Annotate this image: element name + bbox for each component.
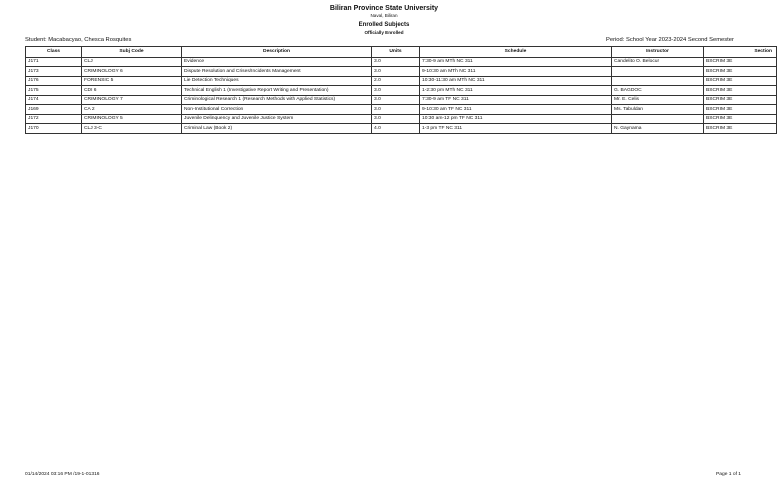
cell-class: J172 (26, 114, 82, 124)
page-number: Page 1 of 1 (716, 472, 742, 477)
table-row (26, 57, 777, 67)
cell-schedule: 10:30-11:30 am MTh NC 311 (420, 76, 612, 86)
cell-schedule: 10:30 am-12 pm TF NC 311 (420, 114, 612, 124)
cell-schedule: 7:30-9 am MTh NC 311 (420, 57, 612, 67)
cell-class: J175 (26, 86, 82, 96)
cell-section: BSCRIM 3E (704, 124, 777, 134)
cell-subj-code: CRIMINOLOGY 5 (82, 114, 182, 124)
cell-description: Juvenile Delinquency and Juvenile Justice System (182, 114, 372, 124)
cell-description: Lie Detection Techniques (182, 76, 372, 86)
cell-class: J170 (26, 124, 82, 134)
cell-subj-code: CLJ (82, 57, 182, 67)
cell-subj-code: CDI 6 (82, 86, 182, 96)
cell-description: Evidence (182, 57, 372, 67)
cell-units: 3.0 (372, 86, 420, 96)
col-header-schedule: Schedule (420, 47, 612, 58)
col-header-instructor: Instructor (612, 47, 704, 58)
table-row (26, 86, 777, 96)
cell-instructor (612, 67, 704, 77)
cell-section: BSCRIM 3E (704, 95, 777, 105)
cell-schedule: 9-10:30 am MTh NC 311 (420, 67, 612, 77)
cell-section: BSCRIM 3E (704, 105, 777, 115)
table-row (26, 76, 777, 86)
cell-instructor: Ms. Tabuldan (612, 105, 704, 115)
col-header-subj-code: Subj Code (82, 47, 182, 58)
cell-subj-code: CRIMINOLOGY 6 (82, 67, 182, 77)
cell-instructor: Mr. E. Celis (612, 95, 704, 105)
table-header-row (26, 47, 777, 58)
cell-units: 3.0 (372, 95, 420, 105)
document-title: Enrolled Subjects (358, 22, 410, 28)
cell-subj-code: FORENSIC 5 (82, 76, 182, 86)
document-subtitle: Officially Enrolled (364, 30, 404, 35)
cell-description: Dispute Resolution and Crises/Incidents Management (182, 67, 372, 77)
col-header-class: Class (26, 47, 82, 58)
cell-units: 3.0 (372, 67, 420, 77)
cell-class: J173 (26, 67, 82, 77)
enrolled-subjects-table (25, 46, 777, 134)
table-row (26, 105, 777, 115)
col-header-description: Description (182, 47, 372, 58)
table-row (26, 124, 777, 134)
col-header-units: Units (372, 47, 420, 58)
cell-section: BSCRIM 3E (704, 86, 777, 96)
cell-instructor (612, 76, 704, 86)
cell-schedule: 1-2:30 pm MTh NC 311 (420, 86, 612, 96)
period-label: Period: School Year 2023-2024 Second Semester (606, 37, 734, 43)
cell-units: 3.0 (372, 114, 420, 124)
cell-units: 2.0 (372, 76, 420, 86)
cell-schedule: 9-10:30 am TF NC 311 (420, 105, 612, 115)
cell-subj-code: CLJ 3-C (82, 124, 182, 134)
university-location: Naval, Biliran (370, 13, 398, 18)
cell-section: BSCRIM 3E (704, 76, 777, 86)
cell-instructor: N. Gaynama (612, 124, 704, 134)
cell-section: BSCRIM 3E (704, 57, 777, 67)
cell-class: J176 (26, 76, 82, 86)
cell-schedule: 7:30-9 am TF NC 311 (420, 95, 612, 105)
cell-instructor: G. BAGDOC (612, 86, 704, 96)
col-header-section: Section (704, 47, 777, 58)
cell-class: J174 (26, 95, 82, 105)
cell-description: Criminal Law (Book 2) (182, 124, 372, 134)
student-name: Student: Macabacyao, Chesca Rosquites (25, 37, 132, 43)
table-row (26, 95, 777, 105)
cell-subj-code: CRIMINOLOGY 7 (82, 95, 182, 105)
print-timestamp: 01/14/2024 03:16 PM /19-1-01316 (25, 472, 100, 477)
table-row (26, 67, 777, 77)
cell-section: BSCRIM 3E (704, 114, 777, 124)
cell-subj-code: CA 2 (82, 105, 182, 115)
cell-class: J171 (26, 57, 82, 67)
cell-section: BSCRIM 3E (704, 67, 777, 77)
cell-units: 3.0 (372, 57, 420, 67)
cell-units: 4.0 (372, 124, 420, 134)
university-name: Biliran Province State University (329, 5, 439, 12)
cell-instructor (612, 114, 704, 124)
cell-class: J169 (26, 105, 82, 115)
table-row (26, 114, 777, 124)
cell-description: Criminological Research 1 (Research Methods with Applied Statistics) (182, 95, 372, 105)
cell-schedule: 1-3 pm TF NC 311 (420, 124, 612, 134)
cell-instructor: Candelito O. Belocur (612, 57, 704, 67)
cell-description: Non-Institutional Correction (182, 105, 372, 115)
cell-units: 3.0 (372, 105, 420, 115)
cell-description: Technical English 1 (Investigative Report Writing and Presentation) (182, 86, 372, 96)
